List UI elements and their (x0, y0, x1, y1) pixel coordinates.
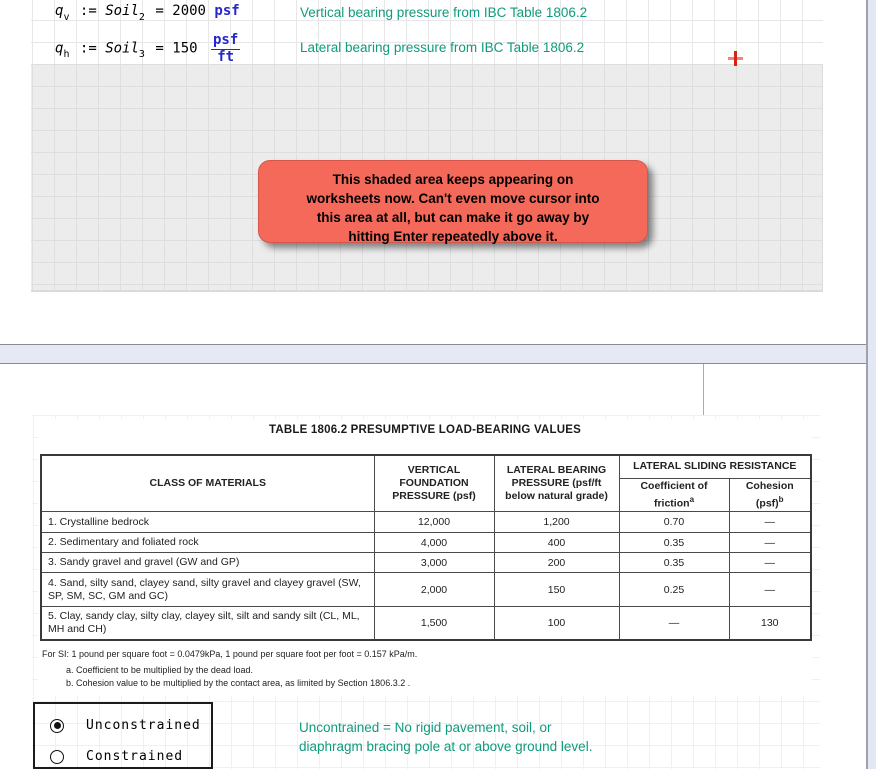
cohesion-label: Cohesion (psf) (745, 479, 794, 509)
eq-variable: q (55, 3, 64, 19)
crosshair-vertical-bar (734, 51, 737, 66)
footnote-a: a. Coefficient to be multiplied by the dead load. (66, 665, 253, 675)
equation-qv[interactable] (55, 3, 240, 23)
cell-cohesion: — (729, 573, 811, 607)
eq-value: 2000 (172, 3, 206, 19)
radio-unselected-icon[interactable] (50, 750, 64, 764)
cohesion-footnote-mark: b (778, 494, 784, 504)
cell-lateral: 100 (494, 607, 619, 640)
eq-subscript: h (63, 49, 70, 61)
cell-vertical: 3,000 (374, 553, 494, 573)
assign-operator: := (79, 3, 97, 19)
callout-line: this area at all, but can make it go away by (316, 210, 590, 225)
callout-line: hitting Enter repeatedly above it. (348, 229, 558, 244)
col-header-vertical: VERTICAL FOUNDATION PRESSURE (psf) (374, 455, 494, 512)
eq-variable: q (55, 40, 64, 57)
col-header-sliding-group: LATERAL SLIDING RESISTANCE (619, 455, 811, 478)
table-row (41, 607, 811, 640)
callout-line: This shaded area keeps appearing on (332, 172, 574, 187)
ibc-load-bearing-table (40, 454, 812, 641)
cell-lateral: 400 (494, 533, 619, 553)
callout-line: worksheets now. Can't even move cursor into (306, 191, 600, 206)
cell-cohesion: — (729, 512, 811, 533)
radio-label: Unconstrained (86, 718, 201, 733)
cell-material: 5. Clay, sandy clay, silty clay, clayey silt, silt and sandy silt (CL, ML, MH and CH) (41, 607, 374, 640)
friction-footnote-mark: a (689, 494, 695, 504)
col-header-cohesion (729, 478, 811, 512)
cell-friction: 0.70 (619, 512, 729, 533)
cell-cohesion: — (729, 553, 811, 573)
eq-variable: Soil (105, 3, 139, 19)
cell-vertical: 12,000 (374, 512, 494, 533)
friction-label: Coefficient of friction (640, 479, 708, 509)
vertical-scrollbar-track[interactable] (868, 0, 876, 769)
annotation-lateral-bearing[interactable]: Lateral bearing pressure from IBC Table 1806.2 (300, 40, 585, 55)
cell-vertical: 1,500 (374, 607, 494, 640)
eq-variable: Soil (105, 40, 139, 57)
cell-friction: — (619, 607, 729, 640)
table-row (41, 553, 811, 573)
radio-label: Constrained (86, 749, 184, 764)
col-header-friction (619, 478, 729, 512)
eq-unit: psf (214, 3, 240, 19)
cell-cohesion: 130 (729, 607, 811, 640)
cell-lateral: 150 (494, 573, 619, 607)
table-row (41, 533, 811, 553)
note-line-2: diaphragm bracing pole at or above ground level. (299, 738, 593, 754)
cell-cohesion: — (729, 533, 811, 553)
cell-friction: 0.25 (619, 573, 729, 607)
eq-subscript: 3 (138, 49, 145, 61)
equation-qh[interactable] (55, 33, 240, 64)
radio-dot (54, 722, 61, 729)
eq-subscript: 2 (138, 11, 145, 23)
radio-selected-icon[interactable] (50, 719, 64, 733)
cell-friction: 0.35 (619, 553, 729, 573)
equals-operator: = (155, 3, 164, 19)
cell-vertical: 4,000 (374, 533, 494, 553)
eq-unit-fraction (211, 33, 240, 64)
radio-unconstrained[interactable] (50, 718, 201, 733)
eq-unit-numerator: psf (213, 32, 239, 48)
annotation-unconstrained-note[interactable] (299, 719, 592, 756)
radio-constrained[interactable] (50, 749, 183, 764)
note-line-1: Uncontrained = No rigid pavement, soil, or (299, 720, 552, 735)
cell-material: 1. Crystalline bedrock (41, 512, 374, 533)
user-callout-note[interactable] (258, 160, 648, 243)
equals-operator: = (155, 40, 164, 57)
cell-material: 2. Sedimentary and foliated rock (41, 533, 374, 553)
assign-operator: := (79, 40, 97, 57)
eq-value: 150 (172, 40, 198, 57)
table-row (41, 512, 811, 533)
cell-friction: 0.35 (619, 533, 729, 553)
cell-lateral: 1,200 (494, 512, 619, 533)
eq-unit-denominator: ft (217, 48, 235, 65)
footnote-b: b. Cohesion value to be multiplied by the contact area, as limited by Section 1806.3.2 . (66, 678, 411, 688)
col-header-materials: CLASS OF MATERIALS (41, 455, 374, 512)
cell-lateral: 200 (494, 553, 619, 573)
table-row (41, 573, 811, 607)
cell-material: 4. Sand, silty sand, clayey sand, silty gravel and clayey gravel (SW, SP, SM, SC, GM and GC) (41, 573, 374, 607)
annotation-vertical-bearing[interactable]: Vertical bearing pressure from IBC Table 1806.2 (300, 5, 588, 20)
eq-subscript: v (63, 11, 70, 23)
cell-vertical: 2,000 (374, 573, 494, 607)
col-header-lateral: LATERAL BEARING PRESSURE (psf/ft below natural grade) (494, 455, 619, 512)
page-break-divider (0, 344, 868, 364)
cell-material: 3. Sandy gravel and gravel (GW and GP) (41, 553, 374, 573)
footnote-si: For SI: 1 pound per square foot = 0.0479kPa, 1 pound per square foot per foot = 0.157 kPa/m. (42, 649, 418, 659)
table-title: TABLE 1806.2 PRESUMPTIVE LOAD-BEARING VALUES (269, 424, 581, 436)
